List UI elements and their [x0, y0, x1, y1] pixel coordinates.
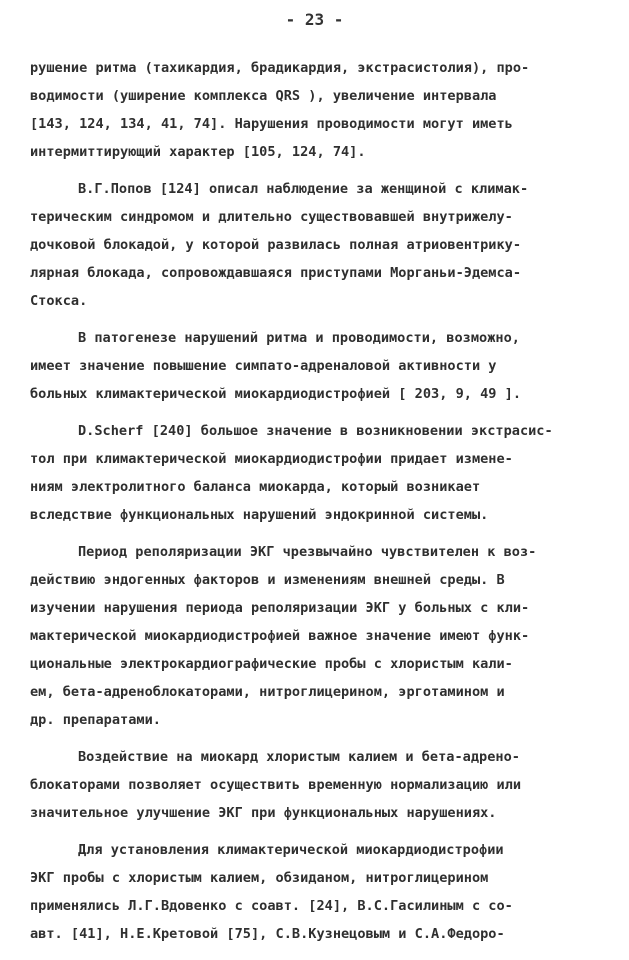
text-line: дочковой блокадой, у которой развилась полная атриовентрику- — [30, 237, 522, 253]
page-number: - 23 - — [285, 10, 344, 29]
text-line: авт. [41], Н.Е.Кретовой [75], С.В.Кузнецовым и С.А.Федоро- — [30, 926, 505, 942]
text-line: ниям электролитного баланса миокарда, который возникает — [30, 479, 481, 495]
text-line: имеет значение повышение симпато-адреналовой активности у — [30, 358, 497, 374]
text-line: терическим синдромом и длительно существовавшей внутрижелу- — [30, 209, 513, 225]
text-line: блокаторами позволяет осуществить временную нормализацию или — [30, 777, 522, 793]
text-line: лярная блокада, сопровождавшаяся приступами Морганьи-Эдемса- — [30, 265, 522, 281]
text-line: ем, бета-адреноблокаторами, нитроглицерином, эрготамином и — [30, 684, 505, 700]
text-line: водимости (уширение комплекса QRS ), увеличение интервала — [30, 88, 497, 104]
text-line: значительное улучшение ЭКГ при функциональных нарушениях. — [30, 805, 497, 821]
text-line: тол при климактерической миокардиодистрофии придает измене- — [30, 451, 513, 467]
text-line: Период реполяризации ЭКГ чрезвычайно чувствителен к воз- — [78, 544, 537, 560]
text-line: ЭКГ пробы с хлористым калием, обзиданом, нитроглицерином — [30, 870, 489, 886]
text-line: [143, 124, 134, 41, 74]. Нарушения проводимости могут иметь — [30, 116, 513, 132]
text-line: В патогенезе нарушений ритма и проводимости, возможно, — [78, 330, 520, 346]
text-line: интермиттирующий характер [105, 124, 74]. — [30, 144, 366, 160]
text-line: Стокса. — [30, 293, 88, 309]
text-line: В.Г.Попов [124] описал наблюдение за женщиной с климак- — [78, 181, 529, 197]
body-text — [30, 54, 602, 948]
text-line: D.Scherf [240] большое значение в возникновении экстрасис- — [78, 423, 553, 439]
text-line: изучении нарушения периода реполяризации ЭКГ у больных с кли- — [30, 600, 530, 616]
text-line: Воздействие на миокард хлористым калием и бета-адрено- — [78, 749, 520, 765]
text-line: действию эндогенных факторов и изменениям внешней среды. В — [30, 572, 505, 588]
text-line: циональные электрокардиографические пробы с хлористым кали- — [30, 656, 513, 672]
text-line: мактерической миокардиодистрофией важное значение имеют функ- — [30, 628, 530, 644]
text-line: рушение ритма (тахикардия, брадикардия, экстрасистолия), про- — [30, 60, 530, 76]
text-line: больных климактерической миокардиодистрофией [ 203, 9, 49 ]. — [30, 386, 522, 402]
text-line: вследствие функциональных нарушений эндокринной системы. — [30, 507, 489, 523]
text-line: др. препаратами. — [30, 712, 161, 728]
text-line: применялись Л.Г.Вдовенко с соавт. [24], В.С.Гасилиным с со- — [30, 898, 513, 914]
text-line: Для установления климактерической миокардиодистрофии — [78, 842, 504, 858]
